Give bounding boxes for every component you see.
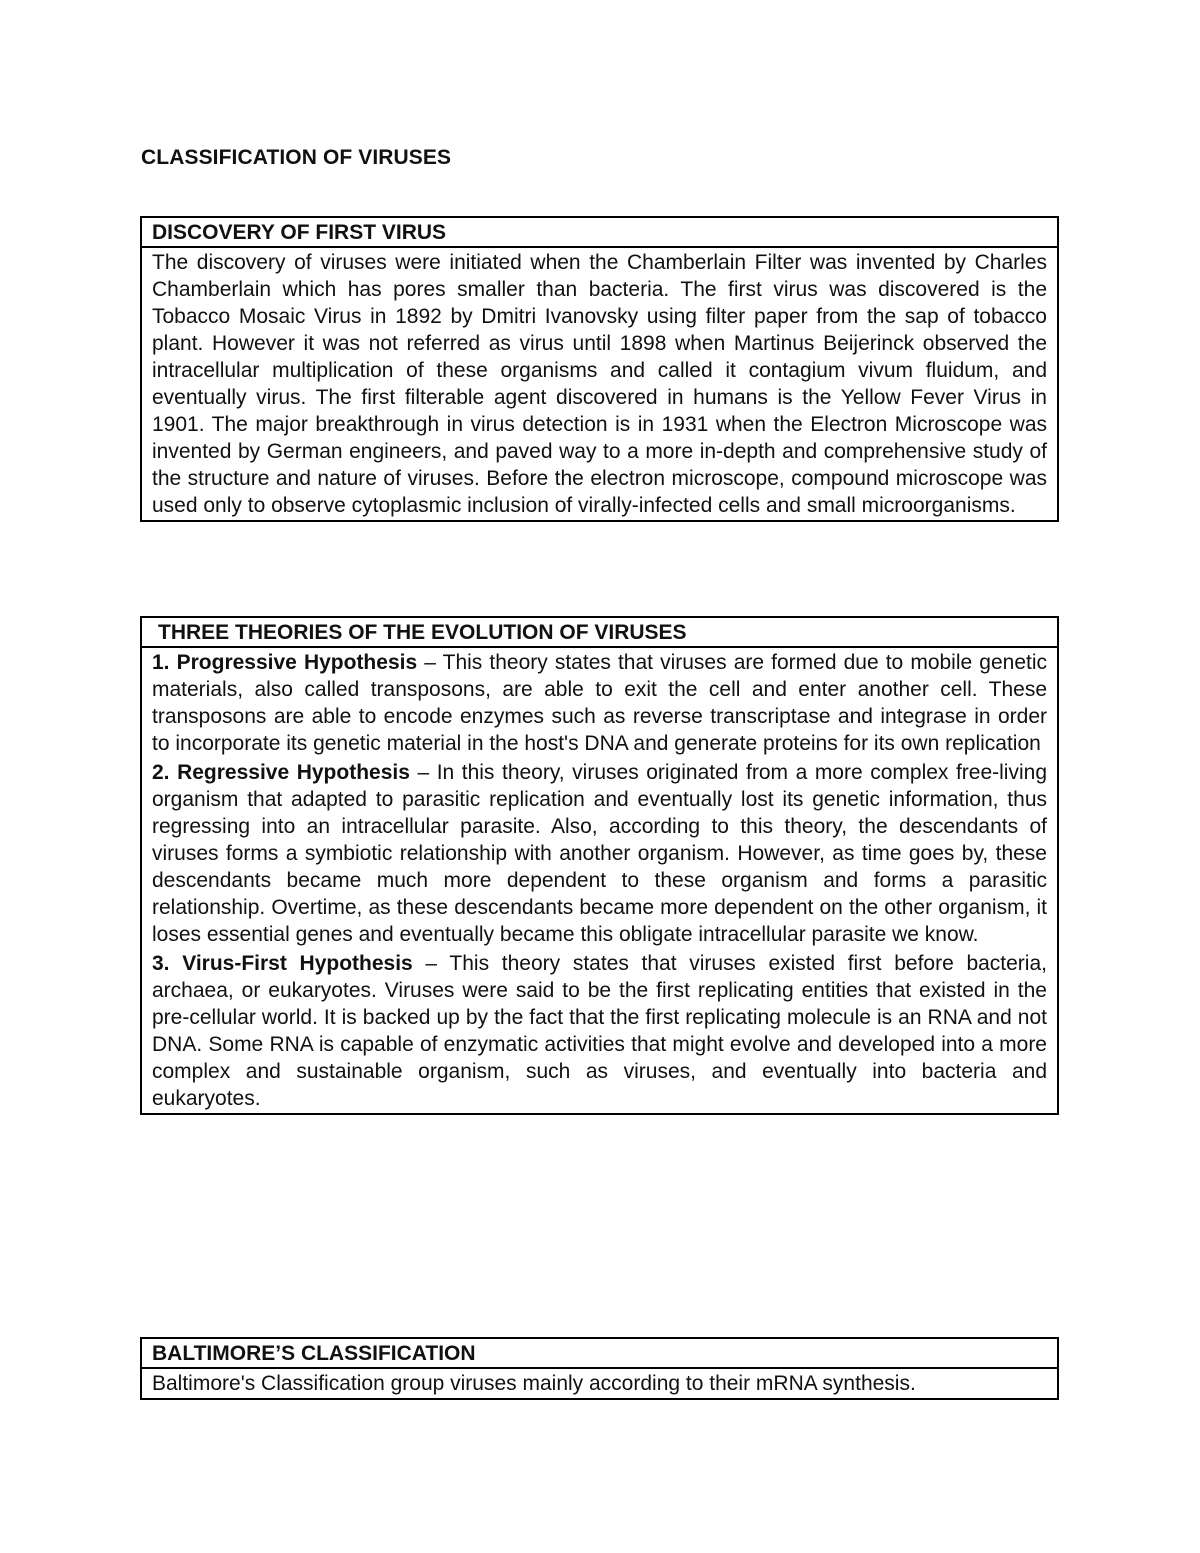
baltimore-heading: BALTIMORE’S CLASSIFICATION (142, 1339, 1057, 1369)
theory-number: 1. (152, 651, 177, 674)
theory-number: 3. (152, 952, 183, 975)
discovery-section (140, 216, 1059, 522)
theory-item-progressive (152, 649, 1047, 757)
theory-text: – In this theory, viruses originated from a more complex free-living organism that adapted to parasitic replication and eventually lost its genetic information, thus regressing into an intracellular parasite. Also, according to this theory, the descendants of viruses forms a symbiotic relationship with another organism. However, as time goes by, these descendants became much more dependent to these organism and forms a parasitic relationship. Overtime, as these descendants became more dependent on the other organism, it loses essential genes and eventually became this obligate intracellular parasite we know. (152, 761, 1047, 946)
theories-section (140, 616, 1059, 1115)
theory-name: Regressive Hypothesis (177, 761, 410, 784)
discovery-body: The discovery of viruses were initiated when the Chamberlain Filter was invented by Charles Chamberlain which has pores smaller than bacteria. The first virus was discovered is the Tobacco Mosaic Virus in 1892 by Dmitri Ivanovsky using filter paper from the sap of tobacco plant. However it was not referred as virus until 1898 when Martinus Beijerinck observed the intracellular multiplication of these organisms and called it contagium vivum fluidum, and eventually virus. The first filterable agent discovered in humans is the Yellow Fever Virus in 1901. The major breakthrough in virus detection is in 1931 when the Electron Microscope was invented by German engineers, and paved way to a more in-depth and comprehensive study of the structure and nature of viruses. Before the electron microscope, compound microscope was used only to observe cytoplasmic inclusion of virally-infected cells and small microorganisms. (152, 251, 1047, 517)
discovery-heading: DISCOVERY OF FIRST VIRUS (142, 218, 1057, 248)
theory-text: – This theory states that viruses existed first before bacteria, archaea, or eukaryotes. Viruses were said to be the first replicating entities that existed in the pre-cellular world. It is backed up by the fact that the first replicating molecule is an RNA and not DNA. Some RNA is capable of enzymatic activities that might evolve and developed into a more complex and sustainable organism, such as viruses, and eventually into bacteria and eukaryotes. (152, 952, 1047, 1110)
theories-body (142, 648, 1057, 1113)
theory-number: 2. (152, 761, 178, 784)
theory-item-regressive (152, 759, 1047, 948)
theory-name: Virus-First Hypothesis (182, 952, 413, 975)
theory-name: Progressive Hypothesis (176, 651, 418, 674)
page-title: CLASSIFICATION OF VIRUSES (141, 146, 452, 169)
theory-text: – This theory states that viruses are formed due to mobile genetic materials, also called transposons, are able to exit the cell and enter another cell. These transposons are able to encode enzymes such as reverse transcriptase and integrase in order to incorporate its genetic material in the host's DNA and generate proteins for its own replication (152, 651, 1047, 755)
theories-heading: THREE THEORIES OF THE EVOLUTION OF VIRUSES (142, 618, 1057, 648)
theory-item-virus-first (152, 950, 1047, 1112)
baltimore-body: Baltimore's Classification group viruses mainly according to their mRNA synthesis. (152, 1372, 916, 1395)
baltimore-section (140, 1337, 1059, 1400)
